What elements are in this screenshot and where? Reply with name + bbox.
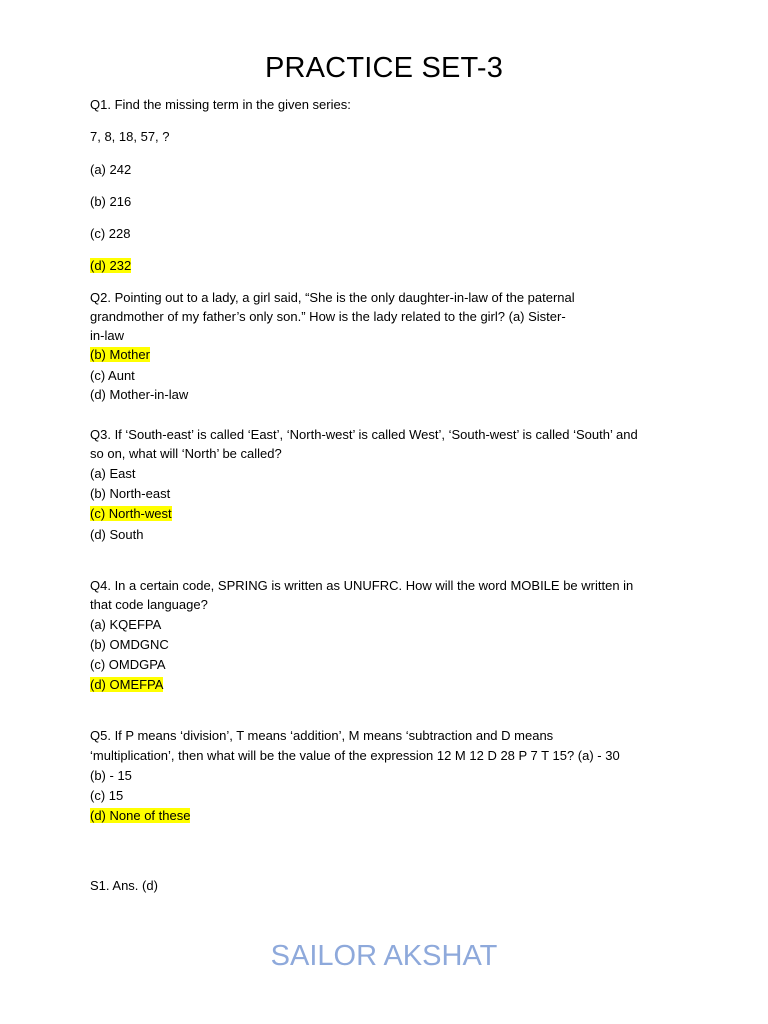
page-title: PRACTICE SET-3 <box>264 52 504 84</box>
q3-question-line-2: so on, what will ‘North’ be called? <box>90 446 282 461</box>
q5-option-c: (c) 15 <box>90 788 124 803</box>
q4-option-a: (a) KQEFPA <box>90 617 162 632</box>
q1-question: Q1. Find the missing term in the given series: <box>90 97 351 112</box>
q1-option-c: (c) 228 <box>90 226 131 241</box>
q2-question-line-1: Q2. Pointing out to a lady, a girl said, “She is the only daughter-in-law of the paternal <box>90 290 575 305</box>
q5-question-line-1: Q5. If P means ‘division’, T means ‘addition’, M means ‘subtraction and D means <box>90 728 554 743</box>
q2-option-c: (c) Aunt <box>90 368 135 383</box>
q1-option-d-highlighted: (d) 232 <box>90 258 132 273</box>
q5-option-b: (b) - 15 <box>90 768 132 783</box>
q2-option-d: (d) Mother-in-law <box>90 387 189 402</box>
q3-option-b: (b) North-east <box>90 486 171 501</box>
q3-option-c-highlighted: (c) North-west <box>90 506 172 521</box>
answer-line: S1. Ans. (d) <box>90 878 158 893</box>
q2-option-b-highlighted: (b) Mother <box>90 347 150 362</box>
q4-question-line-2: that code language? <box>90 597 208 612</box>
q4-option-c: (c) OMDGPA <box>90 657 166 672</box>
q3-option-d: (d) South <box>90 527 144 542</box>
q1-option-b: (b) 216 <box>90 194 132 209</box>
q3-option-a: (a) East <box>90 466 136 481</box>
q3-question-line-1: Q3. If ‘South-east’ is called ‘East’, ‘North-west’ is called West’, ‘South-west’ is called ‘South’ and <box>90 427 638 442</box>
q5-option-d-highlighted: (d) None of these <box>90 808 191 823</box>
q4-option-b: (b) OMDGNC <box>90 637 169 652</box>
q5-question-line-2: ‘multiplication’, then what will be the value of the expression 12 M 12 D 28 P 7 T 15? (a) - 30 <box>90 748 620 763</box>
q4-option-d-highlighted: (d) OMEFPA <box>90 677 164 692</box>
q2-question-line-2: grandmother of my father’s only son.” How is the lady related to the girl? (a) Sister- <box>90 309 566 324</box>
q1-series: 7, 8, 18, 57, ? <box>90 129 170 144</box>
footer-watermark: SAILOR AKSHAT <box>270 940 498 972</box>
q1-option-a: (a) 242 <box>90 162 132 177</box>
q4-question-line-1: Q4. In a certain code, SPRING is written as UNUFRC. How will the word MOBILE be written in <box>90 578 634 593</box>
q2-question-line-3: in-law <box>90 328 124 343</box>
